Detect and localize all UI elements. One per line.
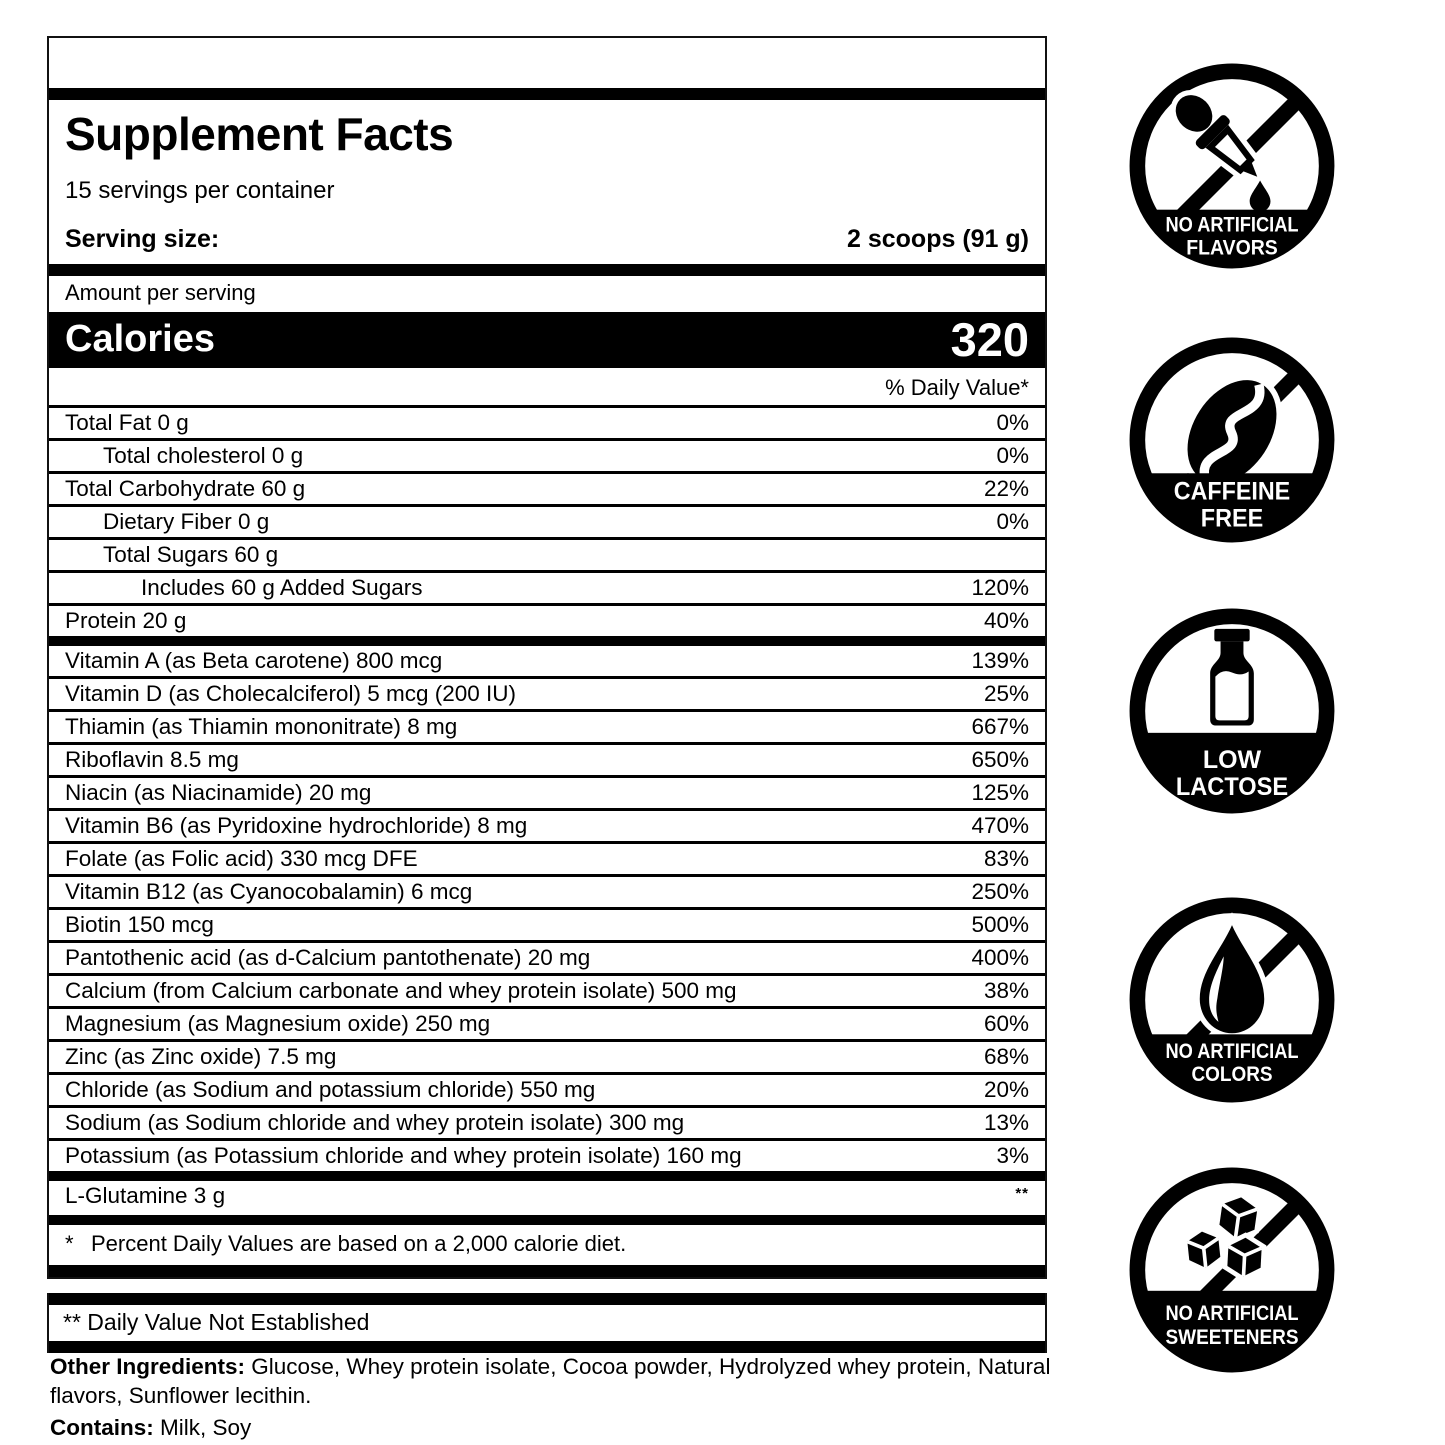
nutrient-value: 0% [996,508,1029,534]
amount-per-serving: Amount per serving [65,279,256,305]
nutrient-row [49,474,1045,507]
badge-svg [1128,336,1336,544]
badge-text-line2: SWEETENERS [1165,1325,1299,1349]
nutrient-label: Thiamin (as Thiamin mononitrate) 8 mg [65,713,458,739]
dv-not-established-row [49,1305,1045,1341]
nutrient-row [49,976,1045,1009]
double-asterisk: ** [63,1309,81,1335]
badge-caffeine-free [1128,336,1336,544]
nutrient-row [49,507,1045,540]
daily-value-footnote [49,1225,1045,1265]
contains-statement [50,1413,1064,1442]
nutrient-label: Total cholesterol 0 g [103,442,304,468]
nutrient-value: 60% [983,1010,1029,1036]
top-blank-space [49,38,1045,88]
nutrient-value: 250% [971,878,1029,904]
dv-not-established-box [47,1293,1047,1353]
nutrient-value: 667% [971,713,1029,739]
ingredients-section [50,1352,1064,1442]
badge-text-line2: FREE [1200,504,1264,533]
nutrient-value: 25% [983,680,1029,706]
nutrient-row [49,778,1045,811]
badge-svg [1128,62,1336,270]
nutrient-value: 139% [971,647,1029,673]
badge-no-artificial-sweeteners [1128,1166,1336,1374]
nutrient-value: ** [1015,1184,1029,1202]
supplement-facts-panel [47,36,1047,1279]
nutrient-row [49,408,1045,441]
nutrient-row [49,811,1045,844]
nutrient-row [49,1042,1045,1075]
nutrient-label: Vitamin A (as Beta carotene) 800 mcg [65,647,443,673]
other-ingredients [50,1352,1064,1411]
nutrient-value: 120% [971,574,1029,600]
badge-svg [1128,1166,1336,1374]
contains-text: Milk, Soy [160,1414,252,1440]
nutrient-row [49,712,1045,745]
nutrient-row [49,606,1045,636]
divider-bar [49,88,1045,100]
nutrient-label: Vitamin B6 (as Pyridoxine hydrochloride) 8 mg [65,812,528,838]
nutrient-label: Chloride (as Sodium and potassium chloride) 550 mg [65,1076,596,1102]
nutrient-row [49,441,1045,474]
serving-size-row [49,205,1045,264]
nutrient-row [49,877,1045,910]
divider-bar [49,264,1045,276]
calories-row [49,312,1045,368]
nutrient-label: Niacin (as Niacinamide) 20 mg [65,779,372,805]
badge-text-line1: CAFFEINE [1173,477,1291,506]
badge-text-line1: NO ARTIFICIAL [1165,1040,1299,1064]
nutrient-label: Vitamin D (as Cholecalciferol) 5 mcg (200 IU) [65,680,516,706]
serving-size-label: Serving size: [65,224,220,253]
divider-bar [49,1171,1045,1181]
nutrient-value: 20% [983,1076,1029,1102]
nutrient-value: 68% [983,1043,1029,1069]
nutrient-value: 40% [983,607,1029,633]
nutrient-value: 0% [996,442,1029,468]
divider-bar [49,1215,1045,1225]
footnote-asterisk: * [65,1230,74,1256]
nutrient-label: Pantothenic acid (as d-Calcium pantothenate) 20 mg [65,944,591,970]
badge-no-artificial-colors [1128,896,1336,1104]
calories-value: 320 [950,313,1029,367]
badge-text-line2: LACTOSE [1175,773,1289,802]
nutrient-row [49,1141,1045,1171]
nutrient-value: 650% [971,746,1029,772]
footnote-text: Percent Daily Values are based on a 2,000 calorie diet. [91,1230,627,1256]
nutrient-value: 125% [971,779,1029,805]
nutrient-value: 83% [983,845,1029,871]
nutrient-row [49,646,1045,679]
nutrient-value: 38% [983,977,1029,1003]
badge-svg [1128,607,1336,815]
nutrient-row [49,745,1045,778]
other-ingredients-text: Glucose, Whey protein isolate, Cocoa powder, Hydrolyzed whey protein, Natural flavors, Sunflower lecithin. [50,1354,1051,1409]
macro-nutrient-rows [49,408,1045,636]
divider-bar [49,1265,1045,1277]
serving-size-value: 2 scoops (91 g) [847,224,1029,253]
badge-svg [1128,896,1336,1104]
nutrient-row [49,844,1045,877]
divider-bar [49,636,1045,646]
nutrient-row [49,943,1045,976]
contains-label: Contains: [50,1414,154,1440]
nutrient-row [49,679,1045,712]
badge-text-line1: LOW [1202,746,1262,775]
calories-label: Calories [65,318,215,361]
nutrient-label: Magnesium (as Magnesium oxide) 250 mg [65,1010,491,1036]
panel-title: Supplement Facts [65,108,454,160]
nutrient-value: 22% [983,475,1029,501]
nutrient-row [49,1108,1045,1141]
nutrient-label: Protein 20 g [65,607,187,633]
nutrient-label: Riboflavin 8.5 mg [65,746,239,772]
nutrient-value: 470% [971,812,1029,838]
divider-bar [49,1293,1045,1305]
nutrient-label: Zinc (as Zinc oxide) 7.5 mg [65,1043,337,1069]
dv-not-established-text: Daily Value Not Established [87,1309,370,1335]
nutrient-label: Sodium (as Sodium chloride and whey protein isolate) 300 mg [65,1109,685,1135]
nutrient-label: Potassium (as Potassium chloride and whey protein isolate) 160 mg [65,1142,742,1168]
nutrient-label: L-Glutamine 3 g [65,1182,226,1208]
glutamine-row [49,1181,1045,1215]
nutrient-row [49,573,1045,606]
nutrient-label: Dietary Fiber 0 g [103,508,270,534]
servings-per-container: 15 servings per container [65,176,335,204]
nutrient-value: 500% [971,911,1029,937]
nutrient-value: 400% [971,944,1029,970]
nutrient-label: Total Fat 0 g [65,409,189,435]
nutrient-row [49,1009,1045,1042]
nutrient-row [49,1075,1045,1108]
badge-text-line2: COLORS [1191,1063,1273,1087]
nutrient-label: Vitamin B12 (as Cyanocobalamin) 6 mcg [65,878,473,904]
nutrient-row [49,910,1045,943]
nutrient-value: 13% [983,1109,1029,1135]
badge-text-line1: NO ARTIFICIAL [1165,1301,1299,1325]
nutrient-label: Total Carbohydrate 60 g [65,475,306,501]
nutrient-label: Calcium (from Calcium carbonate and whey protein isolate) 500 mg [65,977,737,1003]
badge-text-line2: FLAVORS [1186,236,1278,260]
vitamin-mineral-rows [49,646,1045,1171]
nutrient-value: 0% [996,409,1029,435]
nutrient-label: Biotin 150 mcg [65,911,214,937]
nutrient-label: Includes 60 g Added Sugars [141,574,423,600]
daily-value-header: % Daily Value* [49,368,1045,408]
nutrient-row [49,540,1045,573]
nutrient-label: Total Sugars 60 g [103,541,279,567]
badge-text-line1: NO ARTIFICIAL [1165,213,1299,237]
other-ingredients-label: Other Ingredients: [50,1354,246,1379]
badge-no-artificial-flavors [1128,62,1336,270]
badge-low-lactose [1128,607,1336,815]
nutrient-value: 3% [996,1142,1029,1168]
nutrient-label: Folate (as Folic acid) 330 mcg DFE [65,845,418,871]
